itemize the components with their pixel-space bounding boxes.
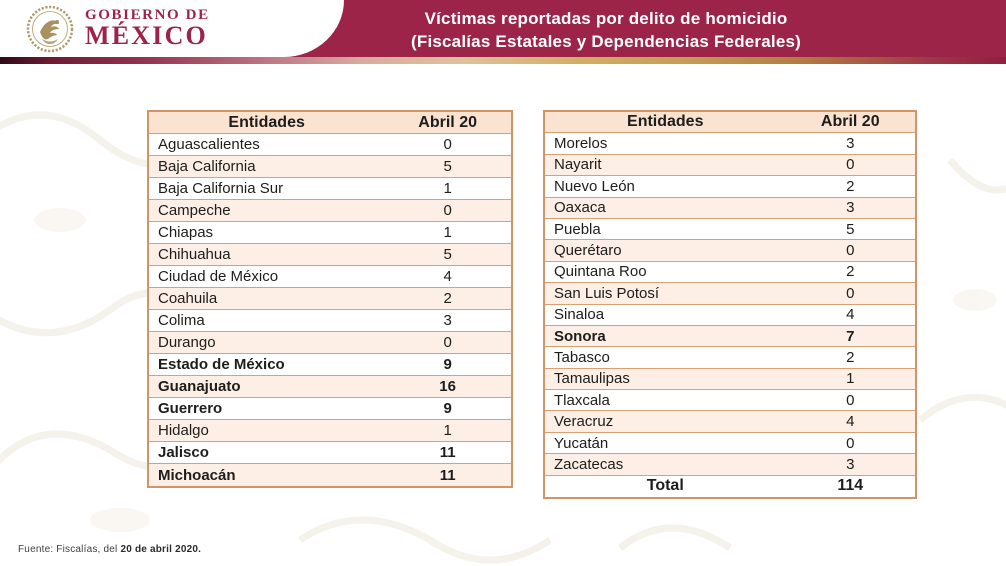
entity-name: Chihuahua xyxy=(158,246,231,263)
table-row xyxy=(149,244,511,266)
table-row xyxy=(149,178,511,200)
entity-value: 1 xyxy=(443,224,452,241)
table-row xyxy=(149,266,511,288)
entity-value: 2 xyxy=(846,348,855,366)
entity-value: 1 xyxy=(846,370,855,388)
table-row xyxy=(545,411,915,432)
entity-name: Oaxaca xyxy=(554,199,606,217)
table-row xyxy=(149,420,511,442)
entity-value: 1 xyxy=(443,422,452,439)
mexico-seal-icon xyxy=(26,5,74,53)
entity-name: Quintana Roo xyxy=(554,263,647,281)
table-row xyxy=(545,369,915,390)
entity-value: 1 xyxy=(443,180,452,197)
column-header-entidades: Entidades xyxy=(627,113,704,131)
total-value: 114 xyxy=(837,477,864,495)
entity-name: Querétaro xyxy=(554,242,622,260)
entity-value: 4 xyxy=(846,306,855,324)
table-left-entities xyxy=(147,110,513,488)
entity-name: Yucatán xyxy=(554,434,609,452)
logo-line2: MÉXICO xyxy=(85,20,208,50)
entity-name: Campeche xyxy=(158,202,231,219)
table-row xyxy=(149,288,511,310)
table-row xyxy=(545,326,915,347)
page-title-line1: Víctimas reportadas por delito de homicidio xyxy=(424,9,788,28)
entity-value: 9 xyxy=(443,356,452,373)
source-note xyxy=(18,544,201,555)
entity-value: 9 xyxy=(443,400,452,417)
entity-name: Morelos xyxy=(554,135,608,153)
entity-name: Tabasco xyxy=(554,348,610,366)
entity-name: Jalisco xyxy=(158,444,209,461)
table-row xyxy=(149,134,511,156)
entity-value: 3 xyxy=(846,135,855,153)
entity-name: Baja California xyxy=(158,158,256,175)
entity-value: 4 xyxy=(846,413,855,431)
entity-value: 7 xyxy=(846,327,855,345)
table-row xyxy=(545,219,915,240)
entity-name: Sinaloa xyxy=(554,306,605,324)
column-header-entidades: Entidades xyxy=(228,113,305,131)
table-row xyxy=(545,240,915,261)
entity-name: Estado de México xyxy=(158,356,285,373)
table-row xyxy=(149,310,511,332)
entity-name: Ciudad de México xyxy=(158,268,279,285)
entity-name: Guanajuato xyxy=(158,378,241,395)
table-row xyxy=(545,283,915,304)
table-row xyxy=(149,464,511,486)
entity-value: 0 xyxy=(443,334,452,351)
entity-name: Tamaulipas xyxy=(554,370,630,388)
entity-value: 2 xyxy=(443,290,452,307)
entity-value: 0 xyxy=(443,202,452,219)
table-row xyxy=(149,376,511,398)
entity-name: Hidalgo xyxy=(158,422,209,439)
entity-name: Chiapas xyxy=(158,224,214,241)
entity-name: Durango xyxy=(158,334,216,351)
table-row xyxy=(545,133,915,154)
logo-line1: GOBIERNO DE xyxy=(85,6,210,23)
entity-value: 0 xyxy=(846,242,855,260)
entity-value: 0 xyxy=(846,391,855,409)
entity-name: Colima xyxy=(158,312,205,329)
table-row xyxy=(545,454,915,475)
table-row xyxy=(545,433,915,454)
entity-name: Aguascalientes xyxy=(158,136,260,153)
table-row xyxy=(149,156,511,178)
entity-value: 2 xyxy=(846,263,855,281)
entity-value: 0 xyxy=(846,434,855,452)
table-total-row xyxy=(545,476,915,497)
page-title xyxy=(300,7,912,54)
entity-value: 0 xyxy=(846,284,855,302)
table-row xyxy=(545,176,915,197)
entity-name: Veracruz xyxy=(554,413,614,431)
column-header-abril-20: Abril 20 xyxy=(820,113,880,131)
entity-name: Tlaxcala xyxy=(554,391,610,409)
table-row xyxy=(149,222,511,244)
entity-name: Zacatecas xyxy=(554,455,624,473)
table-header-row xyxy=(545,112,915,133)
table-row xyxy=(149,354,511,376)
table-row xyxy=(545,198,915,219)
logo-wordmark xyxy=(85,8,210,50)
source-date: 20 de abril 2020. xyxy=(120,544,202,555)
table-right-entities xyxy=(543,110,917,499)
entity-value: 3 xyxy=(846,199,855,217)
entity-name: Sonora xyxy=(554,327,606,345)
table-row xyxy=(149,398,511,420)
entity-value: 4 xyxy=(443,268,452,285)
entity-value: 5 xyxy=(846,220,855,238)
entity-name: Nuevo León xyxy=(554,177,635,195)
entity-value: 11 xyxy=(439,466,456,484)
government-logo xyxy=(0,0,344,57)
table-row xyxy=(149,442,511,464)
entity-value: 11 xyxy=(439,444,456,461)
total-label: Total xyxy=(646,477,684,495)
column-header-abril-20: Abril 20 xyxy=(418,113,477,131)
entity-name: Coahuila xyxy=(158,290,218,307)
table-row xyxy=(149,200,511,222)
table-row xyxy=(545,262,915,283)
table-row xyxy=(545,347,915,368)
entity-value: 3 xyxy=(846,455,855,473)
entity-value: 3 xyxy=(443,312,452,329)
entity-value: 2 xyxy=(846,177,855,195)
entity-name: Baja California Sur xyxy=(158,180,284,197)
table-row xyxy=(545,390,915,411)
table-row xyxy=(545,305,915,326)
entity-name: San Luis Potosí xyxy=(554,284,660,302)
entity-value: 5 xyxy=(443,158,452,175)
table-row xyxy=(545,155,915,176)
entity-name: Michoacán xyxy=(158,466,236,484)
entity-name: Guerrero xyxy=(158,400,223,417)
source-prefix: Fuente: Fiscalías, del xyxy=(18,544,121,555)
table-header-row xyxy=(149,112,511,134)
entity-value: 5 xyxy=(443,246,452,263)
entity-value: 0 xyxy=(846,156,855,174)
table-row xyxy=(149,332,511,354)
entity-name: Nayarit xyxy=(554,156,602,174)
gradient-strip xyxy=(0,57,1006,64)
entity-value: 16 xyxy=(439,378,456,395)
entity-name: Puebla xyxy=(554,220,601,238)
page-title-line2: (Fiscalías Estatales y Dependencias Federales) xyxy=(411,32,801,52)
entity-value: 0 xyxy=(443,136,452,153)
